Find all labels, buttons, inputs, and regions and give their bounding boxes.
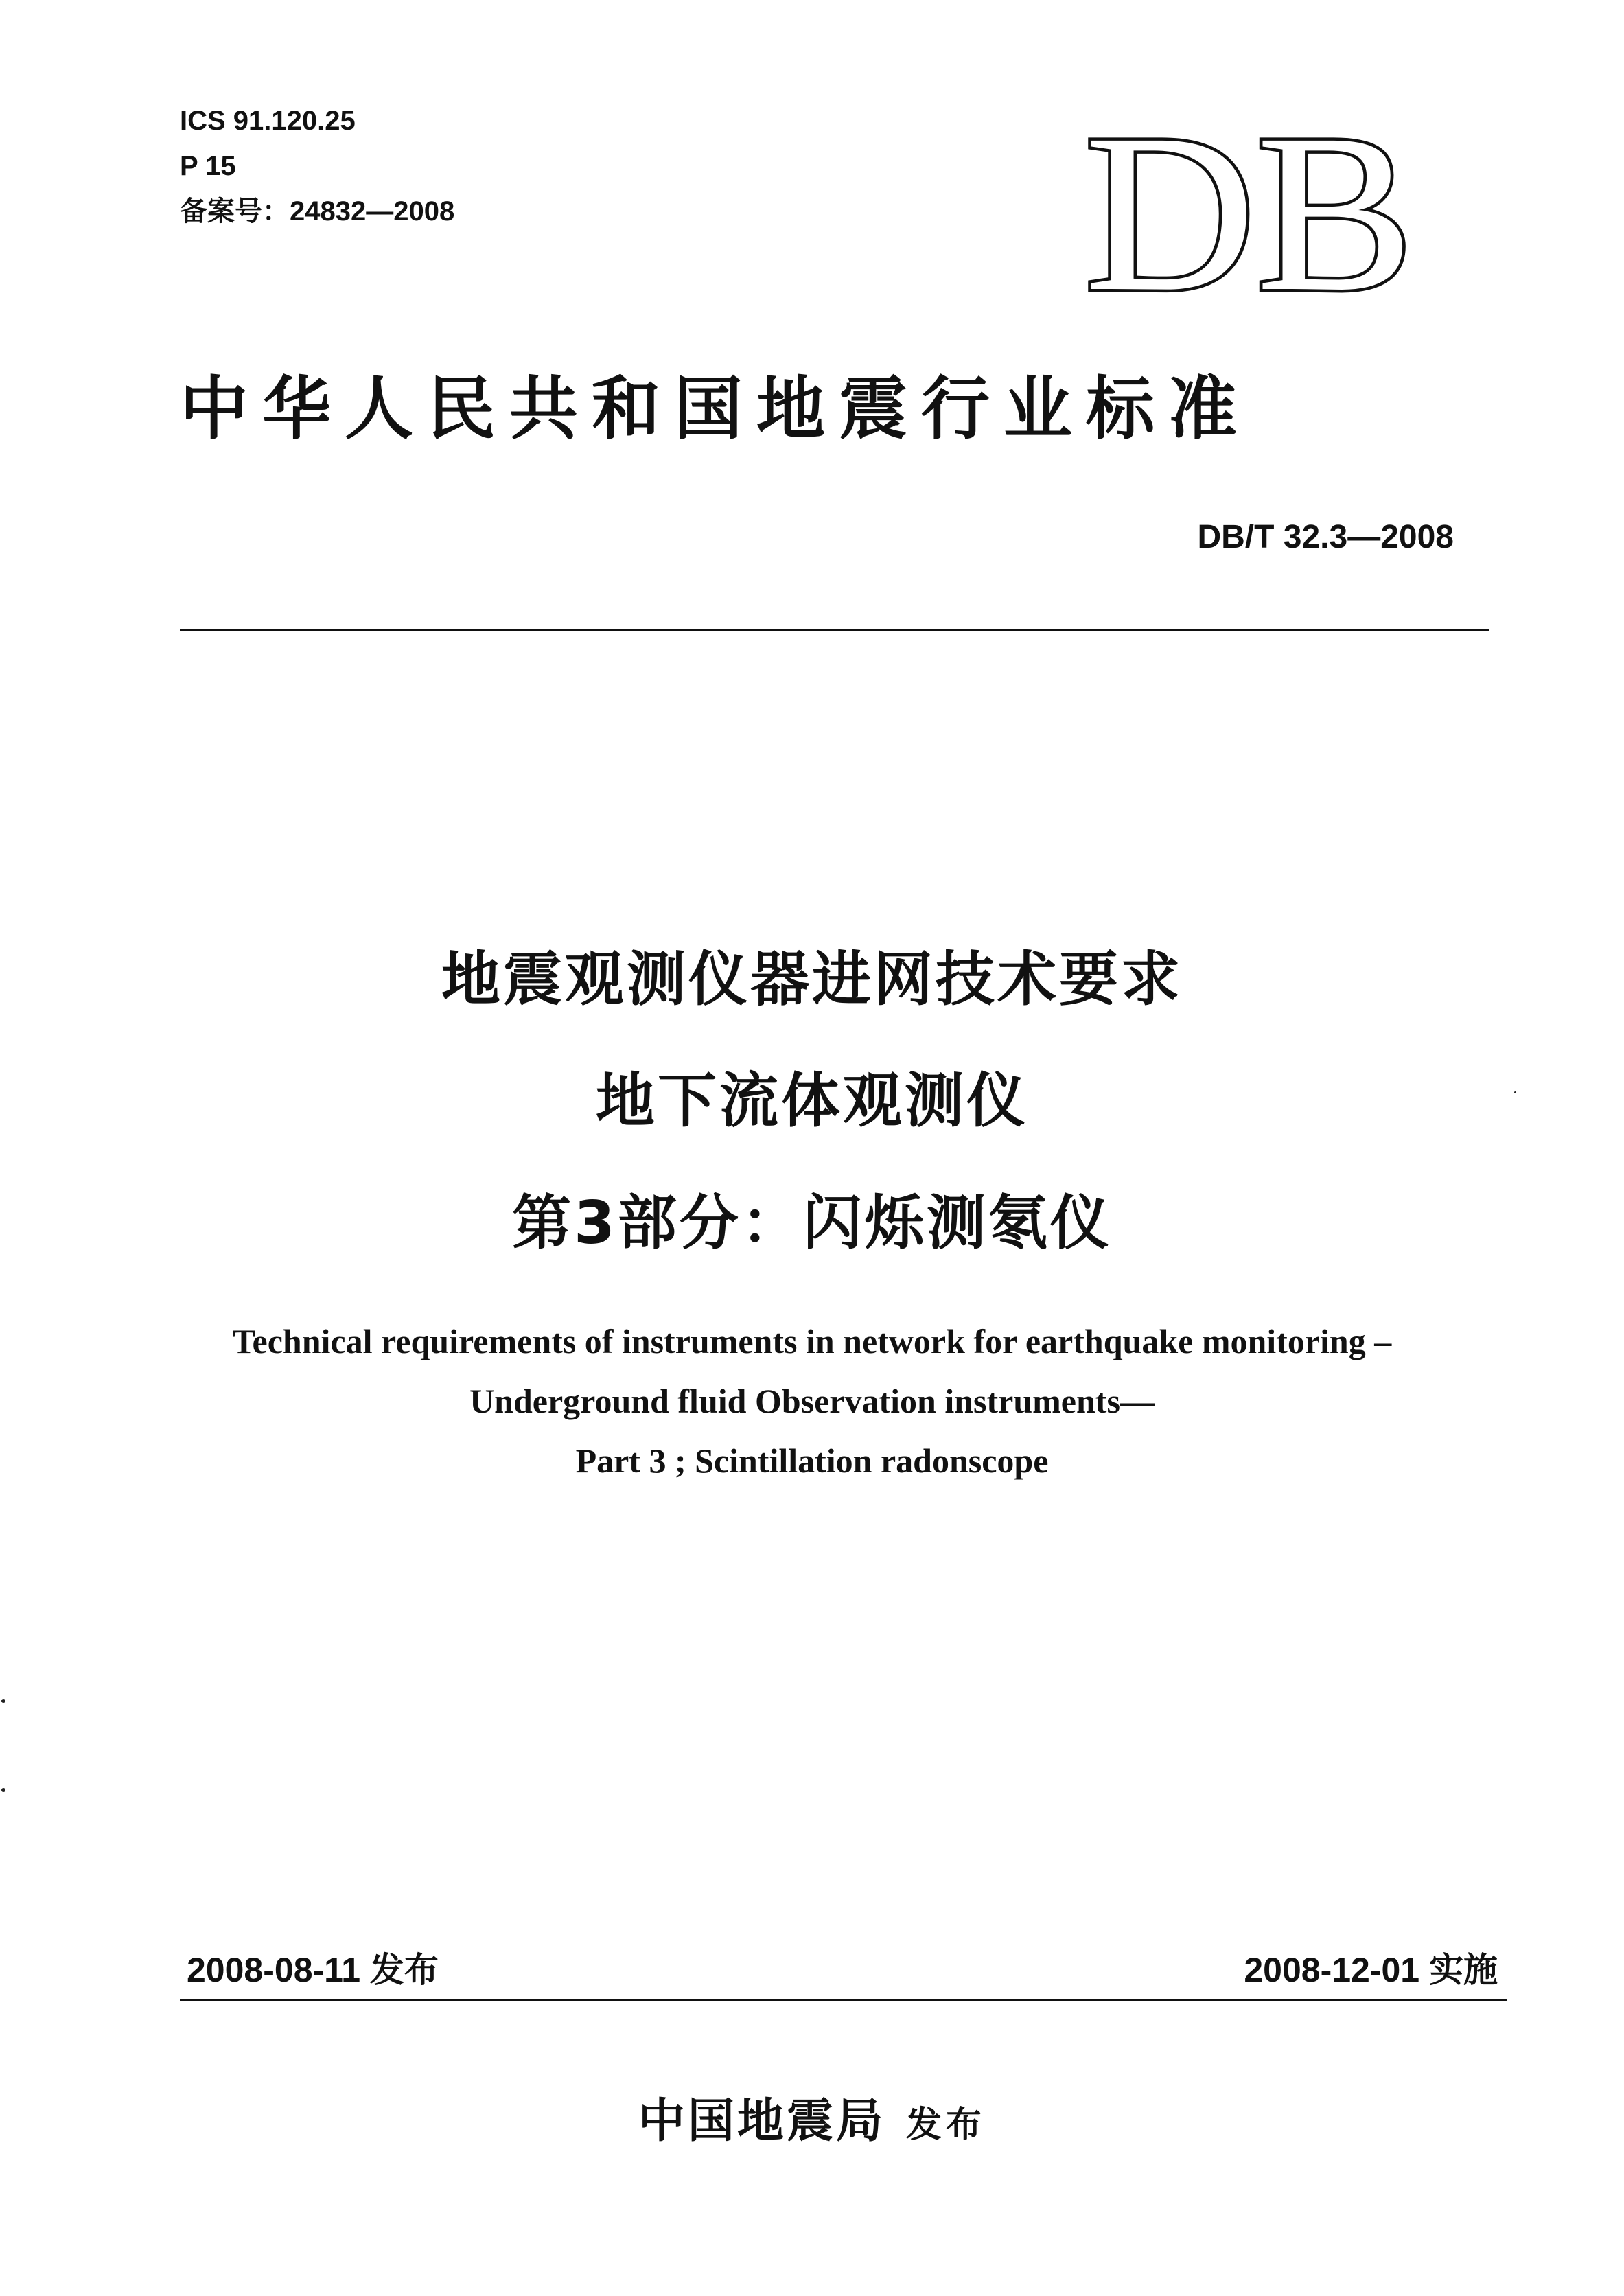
title-cn-line-3: 第3部分：闪烁测氡仪	[512, 1189, 1112, 1257]
title-en-line-2: Underground fluid Observation instruments—	[469, 1382, 1155, 1420]
standard-number: DB/T 32.3—2008	[1197, 519, 1454, 555]
title-en-line-1: Technical requirements of instruments in network for earthquake monitoring –	[232, 1322, 1392, 1360]
scan-speck	[1, 1699, 5, 1703]
footer-divider	[180, 1999, 1507, 2001]
header-divider	[180, 629, 1489, 631]
scan-speck	[1514, 1091, 1516, 1093]
title-cn-line-1: 地震观测仪器进网技术要求	[441, 945, 1183, 1014]
title-en-line-3: Part 3 ; Scintillation radonscope	[575, 1441, 1049, 1480]
ccs-code: P 15	[180, 151, 236, 181]
publisher-name: 中国地震局	[638, 2094, 885, 2148]
db-logo-text: DB	[1084, 135, 1414, 299]
filing-number: 备案号：24832—2008	[180, 196, 455, 227]
publisher-suffix: 发布	[906, 2104, 986, 2146]
implementation-date: 2008-12-01 实施	[1244, 1951, 1498, 1989]
publisher	[0, 2084, 1624, 2150]
organization-title: 中华人民共和国地震行业标准	[180, 368, 1251, 449]
db-logo	[1084, 135, 1421, 299]
title-cn-line-2: 地下流体观测仪	[596, 1067, 1028, 1135]
scan-speck	[1, 1788, 5, 1792]
ics-code: ICS 91.120.25	[180, 106, 356, 136]
issue-date: 2008-08-11 发布	[187, 1951, 439, 1989]
